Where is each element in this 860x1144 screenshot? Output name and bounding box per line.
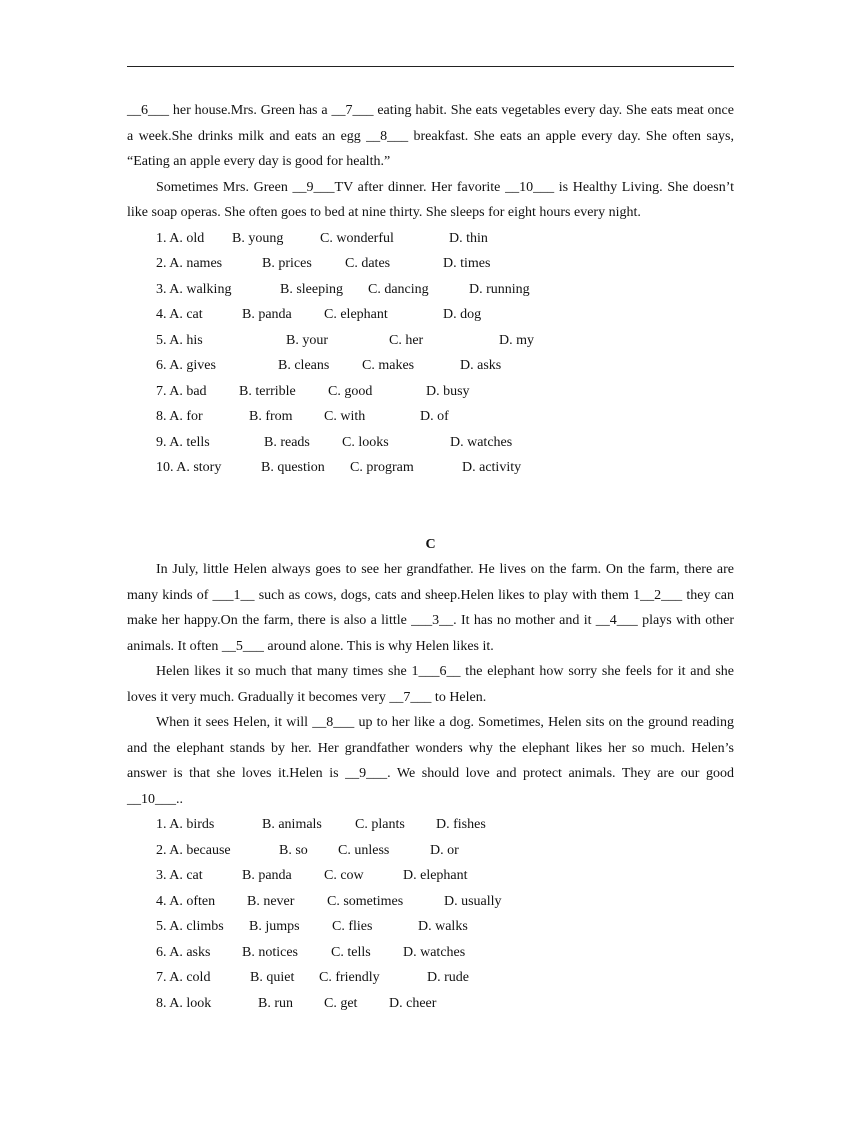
option-a: 2. A. names	[156, 256, 223, 271]
option-b: B. quiet	[250, 970, 295, 985]
option-a: 7. A. bad	[156, 383, 207, 399]
section-c-title: C	[425, 536, 436, 552]
option-b: B. your	[286, 332, 328, 348]
option-c: C. cow	[324, 868, 364, 883]
option-a: 6. A. asks	[156, 944, 211, 960]
option-a: 10. A. story	[156, 460, 222, 475]
question-row	[127, 940, 734, 966]
question-row	[127, 277, 734, 303]
option-a: 1. A. old	[156, 230, 205, 246]
option-c: C. elephant	[324, 307, 388, 322]
option-a: 3. A. walking	[156, 281, 232, 297]
option-d: D. watches	[403, 944, 466, 960]
option-c: C. flies	[332, 919, 373, 934]
option-a: 8. A. look	[156, 995, 212, 1011]
question-row	[127, 379, 734, 405]
option-d: D. busy	[426, 383, 470, 399]
option-a: 5. A. his	[156, 332, 203, 348]
option-c: C. sometimes	[327, 893, 404, 909]
option-b: B. from	[249, 409, 293, 424]
question-row	[127, 328, 734, 354]
option-b: B. reads	[264, 434, 310, 450]
question-row	[127, 353, 734, 379]
option-b: B. cleans	[278, 358, 330, 373]
question-row	[127, 226, 734, 252]
option-d: D. times	[443, 256, 491, 271]
option-c: C. tells	[331, 944, 371, 960]
option-d: D. fishes	[436, 817, 486, 832]
option-b: B. so	[279, 842, 308, 858]
option-d: D. or	[430, 842, 459, 858]
option-c: C. with	[324, 409, 366, 424]
option-d: D. asks	[460, 358, 502, 373]
option-d: D. walks	[418, 919, 468, 934]
question-row	[127, 965, 734, 991]
option-c: C. makes	[362, 358, 415, 373]
question-row	[127, 404, 734, 430]
options-list-c	[127, 812, 734, 1016]
option-d: D. usually	[444, 893, 502, 909]
question-row	[127, 302, 734, 328]
option-a: 4. A. cat	[156, 307, 203, 322]
passage-b-paragraph-1: __6___ her house.Mrs. Green has a __7___ eating habit. She eats vegetables every day. She eats meat once a week.She drinks milk and eats an egg __8___ breakfast. She eats an apple every day. She often says, “Eating an apple every day is good for health.”	[127, 103, 734, 169]
option-a: 1. A. birds	[156, 817, 215, 832]
option-c: C. program	[350, 460, 414, 475]
question-row	[127, 430, 734, 456]
option-a: 8. A. for	[156, 409, 203, 424]
option-c: C. looks	[342, 434, 389, 450]
option-d: D. rude	[427, 970, 469, 985]
option-b: B. panda	[242, 307, 292, 322]
option-c: C. dates	[345, 256, 391, 271]
option-b: B. question	[261, 460, 325, 475]
option-b: B. young	[232, 230, 284, 246]
question-row	[127, 889, 734, 915]
option-c: C. friendly	[319, 970, 380, 985]
option-c: C. dancing	[368, 281, 429, 297]
option-b: B. notices	[242, 944, 298, 960]
passage-c-paragraph-2: Helen likes it so much that many times she 1___6__ the elephant how sorry she feels for it and she loves it very much. Gradually it becomes very __7___ to Helen.	[127, 664, 734, 705]
passage-c-paragraph-1: In July, little Helen always goes to see her grandfather. He lives on the farm. On the farm, there are many kinds of ___1__ such as cows, dogs, cats and sheep.Helen likes to play with them 1__2___ they can make her happy.On the farm, there is also a little ___3__. It has no mother and it __4___ plays with other animals. It often __5___ around alone. This is why Helen likes it.	[127, 562, 734, 654]
option-d: D. running	[469, 281, 530, 297]
passage-b-paragraph-2: Sometimes Mrs. Green __9___TV after dinner. Her favorite __10___ is Healthy Living. She doesn’t like soap operas. She often goes to bed at nine thirty. She sleeps for eight hours every night.	[127, 179, 734, 220]
option-b: B. never	[247, 893, 295, 909]
option-a: 9. A. tells	[156, 434, 210, 450]
option-a: 5. A. climbs	[156, 919, 224, 934]
option-d: D. my	[499, 332, 534, 348]
option-d: D. of	[420, 409, 449, 424]
option-a: 4. A. often	[156, 893, 216, 909]
header-rule	[127, 66, 734, 67]
option-b: B. run	[258, 995, 293, 1011]
option-a: 3. A. cat	[156, 868, 203, 883]
question-row	[127, 914, 734, 940]
option-b: B. jumps	[249, 919, 300, 934]
option-b: B. prices	[262, 256, 312, 271]
option-c: C. unless	[338, 842, 390, 858]
option-c: C. plants	[355, 817, 405, 832]
option-b: B. panda	[242, 868, 292, 883]
options-list-b	[127, 226, 734, 481]
option-d: D. thin	[449, 230, 488, 246]
page-content	[127, 98, 734, 1016]
option-b: B. sleeping	[280, 281, 343, 297]
question-row	[127, 863, 734, 889]
question-row	[127, 251, 734, 277]
section-spacer	[127, 481, 734, 532]
option-b: B. animals	[262, 817, 322, 832]
option-c: C. wonderful	[320, 230, 394, 246]
question-row	[127, 812, 734, 838]
option-d: D. watches	[450, 434, 513, 450]
option-d: D. activity	[462, 460, 522, 475]
option-d: D. cheer	[389, 995, 437, 1011]
option-c: C. get	[324, 995, 358, 1011]
option-d: D. dog	[443, 307, 482, 322]
question-row	[127, 455, 734, 481]
passage-c-paragraph-3: When it sees Helen, it will __8___ up to her like a dog. Sometimes, Helen sits on the ground reading and the elephant stands by her. Her grandfather wonders why the elephant likes her so much. Helen’s answer is that she loves it.Helen is __9___. We should love and protect animals. They are our good __10___..	[127, 715, 734, 807]
option-a: 6. A. gives	[156, 358, 216, 373]
option-b: B. terrible	[239, 383, 296, 399]
question-row	[127, 838, 734, 864]
option-d: D. elephant	[403, 868, 468, 883]
option-c: C. her	[389, 332, 424, 348]
question-row	[127, 991, 734, 1017]
option-a: 7. A. cold	[156, 970, 211, 985]
option-a: 2. A. because	[156, 842, 231, 858]
option-c: C. good	[328, 383, 373, 399]
